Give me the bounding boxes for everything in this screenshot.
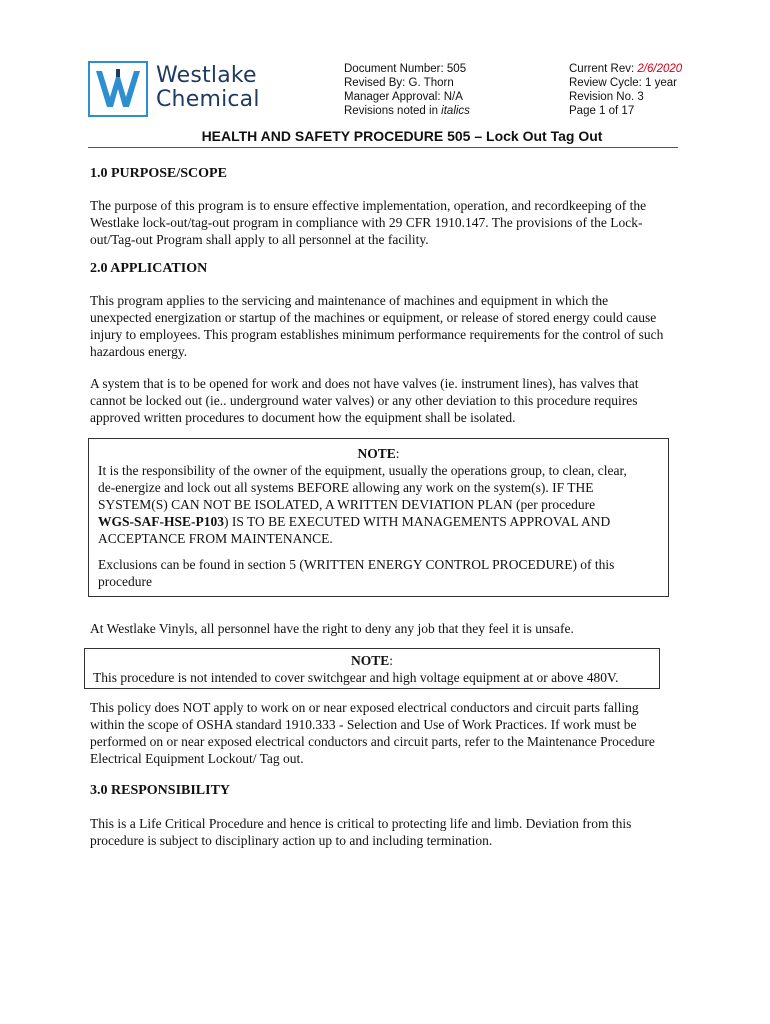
note-line-rest: ) IS TO BE EXECUTED WITH MANAGEMENTS APPROVAL AND <box>224 514 611 529</box>
review-cycle: Review Cycle: 1 year <box>569 77 678 89</box>
note-line <box>98 513 668 530</box>
paragraph-line: approved written procedures to document how the equipment shall be isolated. <box>90 410 516 425</box>
section-2-paragraph-1 <box>90 292 663 360</box>
manager-approval: Manager Approval: N/A <box>344 91 463 103</box>
current-rev-label: Current Rev: <box>569 63 638 75</box>
note-label: NOTE <box>357 446 396 461</box>
note-line: procedure <box>98 574 152 589</box>
section-2-heading: 2.0 APPLICATION <box>90 261 208 276</box>
logo-line-2: Chemical <box>156 87 260 112</box>
document-meta-left <box>344 62 470 118</box>
section-1-heading: 1.0 PURPOSE/SCOPE <box>90 166 227 181</box>
paragraph-line: This program applies to the servicing and maintenance of machines and equipment in which the <box>90 293 609 308</box>
note-box-responsibility <box>88 438 669 597</box>
note-line: Exclusions can be found in section 5 (WRITTEN ENERGY CONTROL PROCEDURE) of this <box>98 557 615 572</box>
note-label: NOTE <box>350 653 390 668</box>
section-1-paragraph <box>90 197 646 248</box>
section-3-heading: 3.0 RESPONSIBILITY <box>90 783 231 798</box>
company-logo-text <box>156 64 260 112</box>
section-2-paragraph-3 <box>90 699 655 767</box>
section-3-paragraph <box>90 815 631 849</box>
page-number: Page 1 of 17 <box>569 105 635 117</box>
note-colon: : <box>389 653 394 668</box>
current-rev <box>569 62 682 76</box>
revisions-note <box>344 104 470 118</box>
current-rev-date: 2/6/2020 <box>637 63 683 75</box>
paragraph-line: Electrical Equipment Lockout/ Tag out. <box>90 751 304 766</box>
vinyls-statement: At Westlake Vinyls, all personnel have the right to deny any job that they feel it is unsafe. <box>90 621 574 636</box>
note-heading <box>85 652 659 669</box>
paragraph-line: out/Tag-out Program shall apply to all personnel at the facility. <box>90 232 429 247</box>
note-colon: : <box>395 446 400 461</box>
paragraph-line: The purpose of this program is to ensure effective implementation, operation, and recordkeeping of the <box>90 198 647 213</box>
paragraph-line: performed on or near exposed electrical conductors and circuit parts, refer to the Maintenance Procedure <box>90 734 655 749</box>
page-title: HEALTH AND SAFETY PROCEDURE 505 – Lock Out Tag Out <box>201 128 603 144</box>
note-line: ACCEPTANCE FROM MAINTENANCE. <box>98 531 333 546</box>
revisions-prefix: Revisions noted in <box>344 105 442 117</box>
paragraph-line: This is a Life Critical Procedure and hence is critical to protecting life and limb. Deviation from this <box>90 816 632 831</box>
paragraph-line: within the scope of OSHA standard 1910.333 - Selection and Use of Work Practices. If work must be <box>90 717 637 732</box>
paragraph-line: hazardous energy. <box>90 344 188 359</box>
note-body <box>89 462 668 590</box>
document-meta-right <box>569 62 682 118</box>
note-line: This procedure is not intended to cover switchgear and high voltage equipment at or above 480V. <box>93 670 619 685</box>
westlake-w-icon <box>90 63 146 115</box>
revisions-italic: italics <box>441 105 470 117</box>
note-heading <box>89 445 668 462</box>
paragraph-line: procedure is subject to disciplinary action up to and including termination. <box>90 833 493 848</box>
section-2-paragraph-2 <box>90 375 639 426</box>
procedure-code: WGS-SAF-HSE-P103 <box>98 514 225 529</box>
revised-by: Revised By: G. Thorn <box>344 77 454 89</box>
company-logo-mark <box>88 61 148 117</box>
paragraph-line: Westlake lock-out/tag-out program in compliance with 29 CFR 1910.147. The provisions of the Lock- <box>90 215 643 230</box>
document-number: Document Number: 505 <box>344 63 467 75</box>
logo-line-1: Westlake <box>156 63 257 88</box>
note-box-switchgear <box>84 648 660 689</box>
paragraph-line: cannot be locked out (ie.. underground water valves) or any other deviation to this procedure requires <box>90 393 638 408</box>
note-line: SYSTEM(S) CAN NOT BE ISOLATED, A WRITTEN DEVIATION PLAN (per procedure <box>98 497 596 512</box>
title-divider <box>88 147 678 148</box>
paragraph-line: A system that is to be opened for work and does not have valves (ie. instrument lines), has valves that <box>90 376 639 391</box>
note-line: de-energize and lock out all systems BEFORE allowing any work on the system(s). IF THE <box>98 480 594 495</box>
revision-number: Revision No. 3 <box>569 91 644 103</box>
paragraph-line: unexpected energization or startup of the machines or equipment, or release of stored energy could cause <box>90 310 657 325</box>
note-line: It is the responsibility of the owner of the equipment, usually the operations group, to clean, clear, <box>98 463 627 478</box>
paragraph-line: This policy does NOT apply to work on or near exposed electrical conductors and circuit parts falling <box>90 700 639 715</box>
paragraph-line: injury to employees. This program establishes minimum performance requirements for the control of such <box>90 327 664 342</box>
